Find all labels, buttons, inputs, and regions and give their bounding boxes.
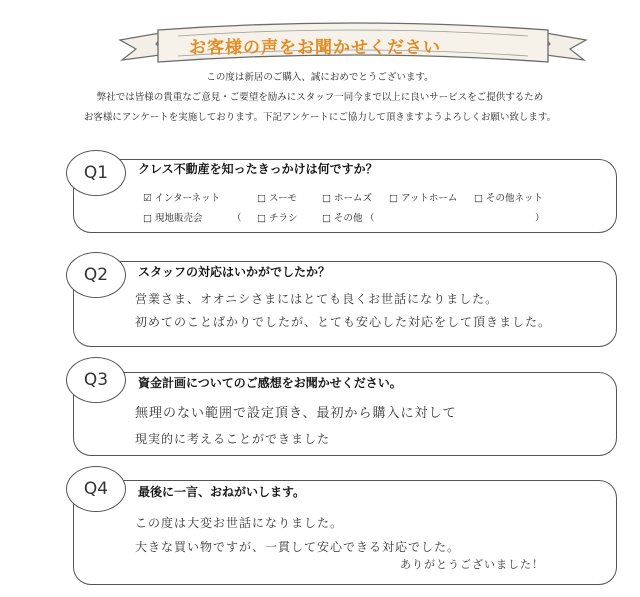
survey-title: お客様の声をお聞かせください [189, 38, 441, 58]
q1-title: クレス不動産を知ったきっかけは何ですか？ [138, 162, 378, 176]
q2-answer-line-1: 営業さま、オオニシさまにはとても良くお世話になりました。 [135, 292, 499, 306]
q1-option-athome[interactable]: □ アットホーム [389, 193, 458, 204]
q4-answer-line-1: この度は大変お世話になりました。 [135, 516, 344, 530]
q1-other-paren-close: ） [535, 213, 545, 224]
intro-line-2: 弊社では皆様の貴重なご意見・ご要望を励みにスタッフ一同今まで以上に良いサービスをご提供するため [96, 92, 544, 103]
q2-title: スタッフの対応はいかがでしたか？ [138, 265, 331, 279]
q4-title: 最後に一言、おねがいします。 [138, 485, 306, 499]
q4-answer-line-2: 大きな買い物ですが、一貫して安心できる対応でした。 [135, 540, 461, 554]
q1-other-paren-open: （ [365, 213, 375, 224]
intro-line-1: この度は新居のご購入、誠におめでとうございます。 [206, 72, 434, 83]
q1-option-other-net[interactable]: □ その他ネット [474, 193, 543, 204]
q1-option-suumo[interactable]: □ スーモ [257, 193, 298, 204]
intro-line-3: お客様にアンケートを実施しております。下記アンケートにご協力して頂きますようよろしくお願い致します。 [83, 112, 557, 123]
q3-answer-line-1: 無理のない範囲で設定頂き、最初から購入に対して [135, 406, 457, 421]
q1-option-homes[interactable]: □ ホームズ [322, 193, 372, 204]
q1-option-onsite-sale[interactable]: □ 現地販売会 [143, 213, 203, 224]
q3-answer-line-2: 現実的に考えることができました [135, 432, 331, 446]
q3-title: 資金計画についてのご感想をお聞かせください。 [138, 376, 402, 390]
q4-badge: Q4 [66, 466, 126, 512]
q1-option-flyer[interactable]: □ チラシ [257, 213, 298, 224]
q2-badge: Q2 [66, 252, 126, 298]
q3-badge: Q3 [66, 357, 126, 403]
q1-paren-open: （ [232, 213, 242, 224]
q1-badge: Q1 [66, 150, 126, 196]
q1-option-internet[interactable]: ☑ インターネット [143, 193, 221, 204]
q2-answer-line-2: 初めてのことばかりでしたが、とても安心した対応をして頂きました。 [135, 315, 552, 329]
q4-answer-line-3: ありがとうございました！ [400, 558, 544, 571]
q1-option-other[interactable]: □ その他 [322, 213, 363, 224]
